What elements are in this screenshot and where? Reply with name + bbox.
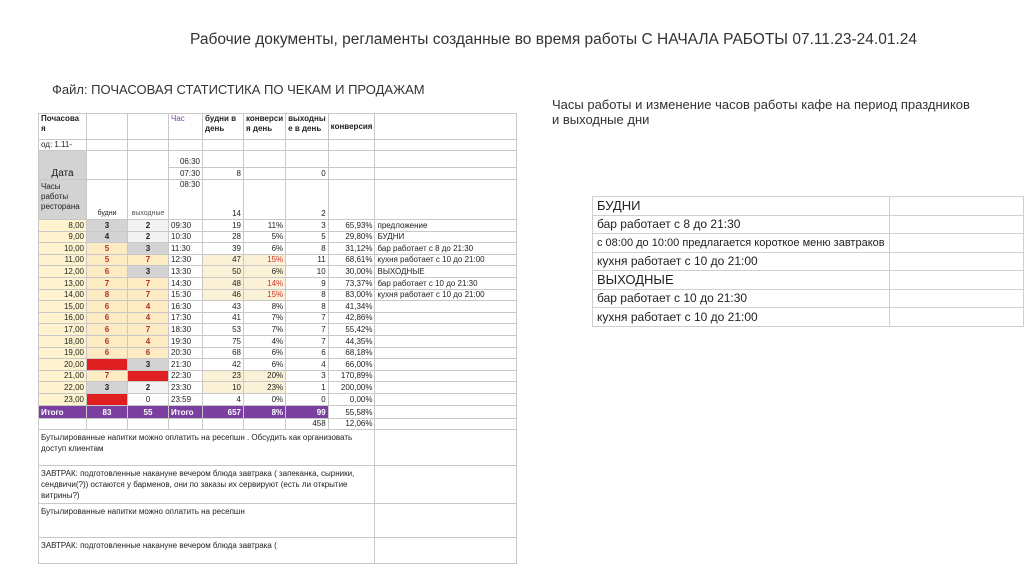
hour-cell: 19:30 bbox=[169, 335, 203, 347]
weekday-staff-cell: 6 bbox=[87, 312, 128, 324]
sum-conversion-cell: 12,06% bbox=[328, 418, 375, 429]
hour-cell: 17:30 bbox=[169, 312, 203, 324]
weekday-checks-cell: 47 bbox=[203, 254, 244, 266]
weekday-staff-cell: 3 bbox=[87, 382, 128, 394]
hourly-stats-sheet: Почасова я Час будни в день конверси я день выходны е в день конверсия од: 1.11- Дата 06:30 07:30 8 0 Часы работы ресторана будни выходные 08:30 14 2 8,00 3 2 09:30 19 11% 3 65,93% предложение 9,00 4 2 10:30 28 5% 5 29,80% БУДНИ 10,00 5 3 11:30 39 6% 8 31,12% бар работает с 8 до 21:30 11,00 5 7 12:30 47 15% 11 68,61% кухня работает с 10 до 21:00 12,00 6 3 13:30 50 6% 10 30,00% ВЫХОДНЫЕ 13,00 7 7 14:30 48 14% 9 73,37% бар работает с 10 до 21:30 14,00 8 7 15:30 46 15% 8 83,00% кухня работает с 10 до 21:00 15,00 6 4 16:30 43 8% 8 41,34% 16,00 6 4 17:30 41 7% 7 42,86% 17,00 6 7 18:30 53 7% 7 55,42% 18,00 6 4 19:30 75 4% 7 44,35% 19,00 6 6 20:30 68 6% 6 68,18% 20,00 8 3 21:30 42 6% 4 66,00% 21,00 7 0 22:30 23 20% 3 170,89% 22,00 3 2 23:30 10 23% 1 200,00% 23,00 1 0 23:59 4 0% 0 0,00% Итого 83 55 Итого 657 8% 99 55,58% 458 12,06% Бутылированные напитки можно оплатить на ресепшн . Обсудить как организовать доступ клиентам ЗАВТРАК: подготовленные накануне вечером блюда завтрака ( запеканка, сырники, сендвичи(?)) остаются у барменов, они по заказы их сервируют (есть ли открытие витрины?) Бутылированные напитки можно оплатить на ресепшн ЗАВТРАК: подготовленные накануне вечером блюда завтрака ( bbox=[38, 113, 517, 564]
weekday-checks-cell: 23 bbox=[203, 370, 244, 382]
conv-day-cell: 5% bbox=[244, 231, 286, 243]
hour-cell: 22:30 bbox=[169, 370, 203, 382]
weekday-checks-cell: 39 bbox=[203, 243, 244, 255]
weekend-staff-cell: 2 bbox=[128, 231, 169, 243]
time-cell: 18,00 bbox=[39, 335, 87, 347]
note-cell bbox=[375, 382, 517, 394]
table-row bbox=[39, 370, 517, 382]
total-hour-cell: Итого bbox=[169, 405, 203, 418]
file-title: Файл: ПОЧАСОВАЯ СТАТИСТИКА ПО ЧЕКАМ И ПРОДАЖАМ bbox=[52, 82, 425, 97]
table-row bbox=[39, 347, 517, 359]
weekend-checks-cell: 6 bbox=[286, 347, 329, 359]
weekend-checks-cell: 7 bbox=[286, 324, 329, 336]
conv-day-cell: 4% bbox=[244, 335, 286, 347]
table-row bbox=[39, 359, 517, 371]
time-cell: 14,00 bbox=[39, 289, 87, 301]
note-cell bbox=[375, 324, 517, 336]
conv-day-cell: 8% bbox=[244, 301, 286, 313]
schedule-row bbox=[593, 252, 1024, 271]
note-cell: ВЫХОДНЫЕ bbox=[375, 266, 517, 278]
hour-cell: 16:30 bbox=[169, 301, 203, 313]
hours-label: Часы работы ресторана bbox=[39, 180, 87, 220]
weekend-checks-cell: 8 bbox=[286, 301, 329, 313]
note-cell: кухня работает с 10 до 21:00 bbox=[375, 289, 517, 301]
table-row bbox=[39, 254, 517, 266]
weekend-checks-cell: 7 bbox=[286, 335, 329, 347]
note-text: Бутылированные напитки можно оплатить на ресепшн bbox=[39, 503, 375, 537]
table-row bbox=[39, 335, 517, 347]
weekend-staff-cell: 2 bbox=[128, 382, 169, 394]
weekend-staff-cell: 4 bbox=[128, 301, 169, 313]
table-row bbox=[39, 382, 517, 394]
weekend-staff-cell: 4 bbox=[128, 335, 169, 347]
weekday-staff-cell: 6 bbox=[87, 324, 128, 336]
conversion-cell: 65,93% bbox=[328, 220, 375, 232]
weekend-staff-cell: 3 bbox=[128, 359, 169, 371]
note-row bbox=[39, 429, 517, 465]
schedule-text: с 08:00 до 10:00 предлагается короткое меню завтраков bbox=[593, 234, 890, 253]
weekend-staff-cell: 7 bbox=[128, 277, 169, 289]
table-row bbox=[39, 289, 517, 301]
schedule-row bbox=[593, 234, 1024, 253]
conversion-cell: 68,61% bbox=[328, 254, 375, 266]
total-cd-cell: 8% bbox=[244, 405, 286, 418]
conv-day-cell: 7% bbox=[244, 312, 286, 324]
hour-cell: 23:30 bbox=[169, 382, 203, 394]
weekday-checks-cell: 42 bbox=[203, 359, 244, 371]
weekend-checks-cell: 11 bbox=[286, 254, 329, 266]
weekday-checks-cell: 68 bbox=[203, 347, 244, 359]
note-text: Бутылированные напитки можно оплатить на ресепшн . Обсудить как организовать доступ клиентам bbox=[39, 429, 375, 465]
note-cell bbox=[375, 312, 517, 324]
conversion-cell: 200,00% bbox=[328, 382, 375, 394]
hour-cell: 21:30 bbox=[169, 359, 203, 371]
date-label: Дата bbox=[39, 151, 87, 180]
time-cell: 13,00 bbox=[39, 277, 87, 289]
conversion-cell: 42,86% bbox=[328, 312, 375, 324]
page-title: Рабочие документы, регламенты созданные во время работы С НАЧАЛА РАБОТЫ 07.11.23-24.01.24 bbox=[190, 31, 918, 48]
note-cell bbox=[375, 335, 517, 347]
conversion-cell: 66,00% bbox=[328, 359, 375, 371]
schedule-text: БУДНИ bbox=[593, 197, 890, 216]
conversion-cell: 44,35% bbox=[328, 335, 375, 347]
schedule-table bbox=[592, 196, 1024, 327]
note-text: ЗАВТРАК: подготовленные накануне вечером блюда завтрака ( bbox=[39, 537, 375, 563]
schedule-row bbox=[593, 197, 1024, 216]
conv-day-cell: 15% bbox=[244, 289, 286, 301]
time-cell: 15,00 bbox=[39, 301, 87, 313]
weekend-staff-cell: 6 bbox=[128, 347, 169, 359]
weekend-checks-cell: 8 bbox=[286, 243, 329, 255]
conv-day-cell: 0% bbox=[244, 393, 286, 405]
weekend-staff-cell: 0 bbox=[128, 370, 169, 382]
total-wd-cell: 657 bbox=[203, 405, 244, 418]
weekday-staff-cell: 6 bbox=[87, 301, 128, 313]
conversion-cell: 41,34% bbox=[328, 301, 375, 313]
weekend-checks-cell: 1 bbox=[286, 382, 329, 394]
conversion-cell: 30,00% bbox=[328, 266, 375, 278]
conversion-cell: 170,89% bbox=[328, 370, 375, 382]
time-cell: 21,00 bbox=[39, 370, 87, 382]
note-cell: БУДНИ bbox=[375, 231, 517, 243]
weekend-staff-cell: 7 bbox=[128, 289, 169, 301]
weekday-staff-cell: 4 bbox=[87, 231, 128, 243]
weekday-staff-cell: 8 bbox=[87, 359, 128, 371]
conv-day-cell: 15% bbox=[244, 254, 286, 266]
weekend-checks-cell: 7 bbox=[286, 312, 329, 324]
weekday-checks-cell: 41 bbox=[203, 312, 244, 324]
weekday-staff-cell: 6 bbox=[87, 335, 128, 347]
weekend-checks-cell: 0 bbox=[286, 393, 329, 405]
conversion-cell: 29,80% bbox=[328, 231, 375, 243]
time-cell: 17,00 bbox=[39, 324, 87, 336]
weekday-staff-cell: 5 bbox=[87, 254, 128, 266]
weekday-staff-cell: 5 bbox=[87, 243, 128, 255]
hour-cell: 09:30 bbox=[169, 220, 203, 232]
schedule-row bbox=[593, 308, 1024, 327]
conversion-cell: 73,37% bbox=[328, 277, 375, 289]
time-cell: 9,00 bbox=[39, 231, 87, 243]
table-row bbox=[39, 301, 517, 313]
schedule-text: кухня работает с 10 до 21:00 bbox=[593, 252, 890, 271]
note-cell: бар работает с 8 до 21:30 bbox=[375, 243, 517, 255]
note-cell bbox=[375, 370, 517, 382]
weekend-checks-cell: 8 bbox=[286, 289, 329, 301]
total-we-cell: 99 bbox=[286, 405, 329, 418]
total-row bbox=[39, 405, 517, 418]
time-cell: 10,00 bbox=[39, 243, 87, 255]
conversion-cell: 83,00% bbox=[328, 289, 375, 301]
weekday-staff-cell: 8 bbox=[87, 289, 128, 301]
weekend-staff-cell: 0 bbox=[128, 393, 169, 405]
conv-day-cell: 6% bbox=[244, 266, 286, 278]
hour-cell: 10:30 bbox=[169, 231, 203, 243]
conv-day-cell: 14% bbox=[244, 277, 286, 289]
weekday-checks-cell: 28 bbox=[203, 231, 244, 243]
table-row bbox=[39, 231, 517, 243]
conversion-cell: 0,00% bbox=[328, 393, 375, 405]
time-cell: 20,00 bbox=[39, 359, 87, 371]
conv-day-cell: 23% bbox=[244, 382, 286, 394]
weekends-label: выходные bbox=[128, 180, 169, 220]
note-cell: кухня работает с 10 до 21:00 bbox=[375, 254, 517, 266]
weekend-staff-cell: 7 bbox=[128, 254, 169, 266]
note-row bbox=[39, 537, 517, 563]
note-text: ЗАВТРАК: подготовленные накануне вечером блюда завтрака ( запеканка, сырники, сендвичи(?)) остаются у барменов, они по заказы их сервируют (есть ли открытие витрины?) bbox=[39, 465, 375, 503]
weekend-staff-cell: 3 bbox=[128, 243, 169, 255]
table-row bbox=[39, 312, 517, 324]
weekdays-label: будни bbox=[87, 180, 128, 220]
weekday-checks-cell: 48 bbox=[203, 277, 244, 289]
conv-day-cell: 20% bbox=[244, 370, 286, 382]
table-row bbox=[39, 266, 517, 278]
schedule-text: бар работает с 10 до 21:30 bbox=[593, 289, 890, 308]
weekday-staff-cell: 7 bbox=[87, 370, 128, 382]
hour-cell: 20:30 bbox=[169, 347, 203, 359]
weekend-checks-cell: 3 bbox=[286, 370, 329, 382]
schedule-row bbox=[593, 215, 1024, 234]
total-label-cell: Итого bbox=[39, 405, 87, 418]
conv-day-cell: 7% bbox=[244, 324, 286, 336]
weekday-checks-cell: 50 bbox=[203, 266, 244, 278]
weekend-checks-cell: 10 bbox=[286, 266, 329, 278]
time-cell: 8,00 bbox=[39, 220, 87, 232]
conv-day-cell: 6% bbox=[244, 243, 286, 255]
weekday-staff-cell: 6 bbox=[87, 266, 128, 278]
schedule-row bbox=[593, 271, 1024, 290]
hour-cell: 14:30 bbox=[169, 277, 203, 289]
pre-hour-0: 06:30 bbox=[169, 151, 203, 168]
table-row bbox=[39, 277, 517, 289]
time-cell: 16,00 bbox=[39, 312, 87, 324]
hours-note: Часы работы и изменение часов работы кафе на период праздников и выходные дни bbox=[552, 97, 970, 127]
schedule-text: кухня работает с 10 до 21:00 bbox=[593, 308, 890, 327]
note-cell: предложение bbox=[375, 220, 517, 232]
table-row bbox=[39, 324, 517, 336]
weekday-checks-cell: 19 bbox=[203, 220, 244, 232]
note-cell bbox=[375, 347, 517, 359]
table-row bbox=[39, 393, 517, 405]
time-cell: 22,00 bbox=[39, 382, 87, 394]
weekday-checks-cell: 75 bbox=[203, 335, 244, 347]
total-a-cell: 83 bbox=[87, 405, 128, 418]
conversion-cell: 68,18% bbox=[328, 347, 375, 359]
schedule-row bbox=[593, 289, 1024, 308]
total-conv-cell: 55,58% bbox=[328, 405, 375, 418]
weekend-checks-cell: 5 bbox=[286, 231, 329, 243]
note-cell bbox=[375, 301, 517, 313]
header-hour: Час bbox=[169, 114, 203, 140]
time-cell: 11,00 bbox=[39, 254, 87, 266]
pre-hour-1: 07:30 bbox=[169, 168, 203, 180]
time-cell: 19,00 bbox=[39, 347, 87, 359]
total-b-cell: 55 bbox=[128, 405, 169, 418]
weekday-staff-cell: 3 bbox=[87, 220, 128, 232]
hour-cell: 23:59 bbox=[169, 393, 203, 405]
weekend-staff-cell: 3 bbox=[128, 266, 169, 278]
weekday-checks-cell: 53 bbox=[203, 324, 244, 336]
weekend-staff-cell: 7 bbox=[128, 324, 169, 336]
conv-day-cell: 6% bbox=[244, 347, 286, 359]
time-cell: 12,00 bbox=[39, 266, 87, 278]
table-row bbox=[39, 220, 517, 232]
weekday-checks-cell: 46 bbox=[203, 289, 244, 301]
weekday-checks-cell: 4 bbox=[203, 393, 244, 405]
header-weekend: выходны е в день bbox=[286, 114, 329, 140]
conv-day-cell: 11% bbox=[244, 220, 286, 232]
hour-cell: 11:30 bbox=[169, 243, 203, 255]
schedule-text: ВЫХОДНЫЕ bbox=[593, 271, 890, 290]
hour-cell: 18:30 bbox=[169, 324, 203, 336]
weekday-staff-cell: 7 bbox=[87, 277, 128, 289]
note-cell bbox=[375, 393, 517, 405]
weekday-checks-cell: 10 bbox=[203, 382, 244, 394]
time-cell: 23,00 bbox=[39, 393, 87, 405]
weekend-staff-cell: 4 bbox=[128, 312, 169, 324]
header-col-a: Почасова я bbox=[39, 114, 87, 140]
weekend-checks-cell: 9 bbox=[286, 277, 329, 289]
header-weekday: будни в день bbox=[203, 114, 244, 140]
conv-day-cell: 6% bbox=[244, 359, 286, 371]
period-cell: од: 1.11- bbox=[39, 140, 87, 151]
schedule-text: бар работает с 8 до 21:30 bbox=[593, 215, 890, 234]
weekend-staff-cell: 2 bbox=[128, 220, 169, 232]
weekend-checks-cell: 3 bbox=[286, 220, 329, 232]
sum-row bbox=[39, 418, 517, 429]
weekend-checks-cell: 4 bbox=[286, 359, 329, 371]
table-row bbox=[39, 243, 517, 255]
conversion-cell: 55,42% bbox=[328, 324, 375, 336]
conversion-cell: 31,12% bbox=[328, 243, 375, 255]
note-row bbox=[39, 465, 517, 503]
hour-cell: 12:30 bbox=[169, 254, 203, 266]
note-cell: бар работает с 10 до 21:30 bbox=[375, 277, 517, 289]
note-cell bbox=[375, 359, 517, 371]
hour-cell: 13:30 bbox=[169, 266, 203, 278]
sum-weekend-cell: 458 bbox=[286, 418, 329, 429]
weekday-staff-cell: 1 bbox=[87, 393, 128, 405]
header-conv-day: конверси я день bbox=[244, 114, 286, 140]
header-conversion: конверсия bbox=[328, 114, 375, 140]
hour-cell: 15:30 bbox=[169, 289, 203, 301]
weekday-staff-cell: 6 bbox=[87, 347, 128, 359]
weekday-checks-cell: 43 bbox=[203, 301, 244, 313]
pre-hour-2: 08:30 bbox=[169, 180, 203, 220]
note-row bbox=[39, 503, 517, 537]
